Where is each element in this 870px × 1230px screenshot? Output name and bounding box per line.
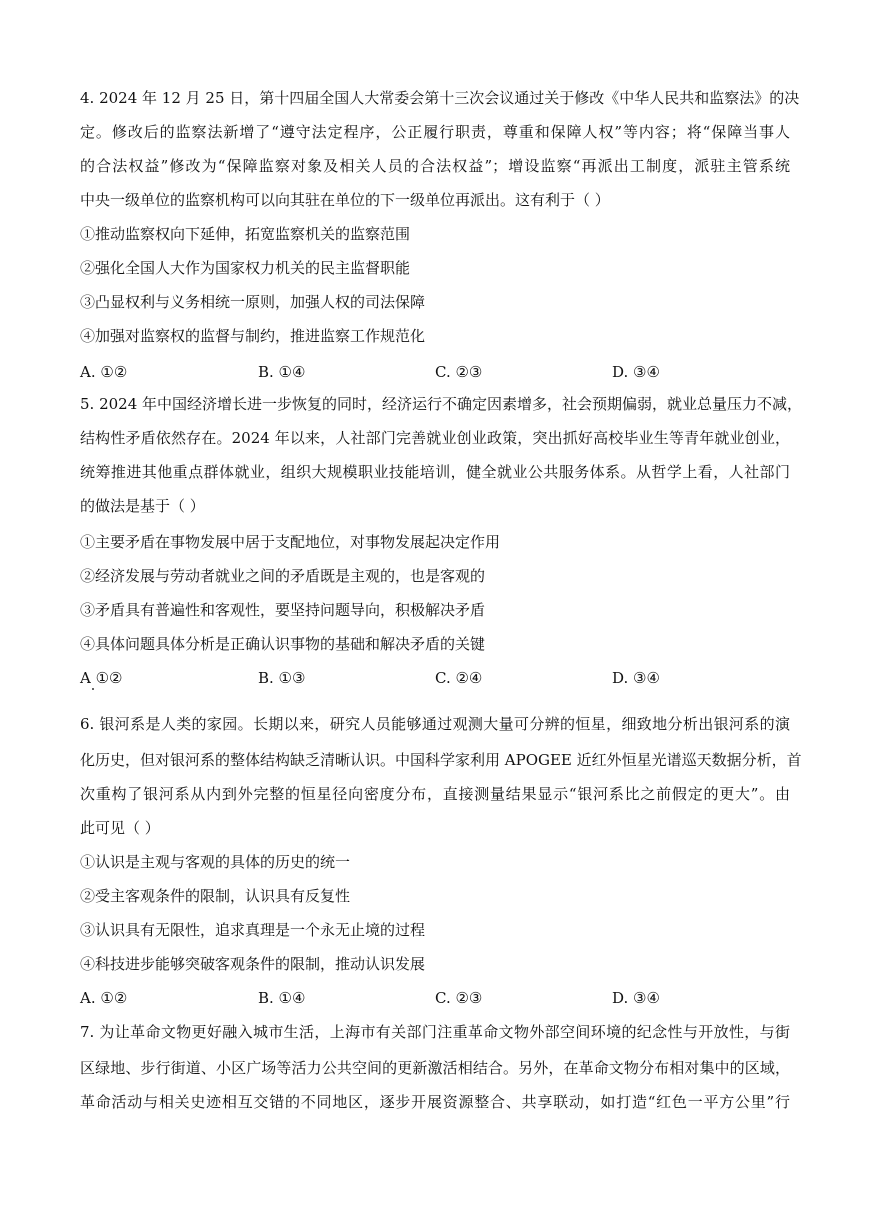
question-6-stem-line: 化历史，但对银河系的整体结构缺乏清晰认识。中国科学家利用 APOGEE 近红外恒星光谱巡天数据分析，首	[80, 751, 802, 769]
option-a: A ①②	[80, 669, 123, 687]
question-5-stem-line: 结构性矛盾依然存在。2024 年以来，人社部门完善就业创业政策，突出抓好高校毕业生等青年就业创业，	[80, 429, 790, 447]
option-b: B. ①④	[258, 363, 306, 381]
question-6-stem-line: 6. 银河系是人类的家园。长期以来，研究人员能够通过观测大量可分辨的恒星，细致地分析出银河系的演	[80, 715, 790, 733]
question-4-item: ①推动监察权向下延伸，拓宽监察机关的监察范围	[80, 225, 411, 243]
question-5-item: ②经济发展与劳动者就业之间的矛盾既是主观的，也是客观的	[80, 567, 486, 585]
question-4-item: ②强化全国人大作为国家权力机关的民主监督职能	[80, 259, 411, 277]
question-6-item: ②受主客观条件的限制，认识具有反复性	[80, 887, 351, 905]
question-5-item: ①主要矛盾在事物发展中居于支配地位，对事物发展起决定作用	[80, 533, 501, 551]
question-4-stem-line: 中央一级单位的监察机构可以向其驻在单位的下一级单位再派出。这有利于（ ）	[80, 191, 610, 209]
question-5-stem-line: 统筹推进其他重点群体就业，组织大规模职业技能培训，健全就业公共服务体系。从哲学上看，人社部门	[80, 463, 790, 481]
question-5-item: ④具体问题具体分析是正确认识事物的基础和解决矛盾的关键	[80, 635, 486, 653]
option-d: D. ③④	[612, 363, 660, 381]
question-6-item: ④科技进步能够突破客观条件的限制，推动认识发展	[80, 955, 426, 973]
option-d: D. ③④	[612, 989, 660, 1007]
question-6-stem-line: 此可见（ ）	[80, 819, 160, 837]
question-6-stem-line: 次重构了银河系从内到外完整的恒星径向密度分布，直接测量结果显示“银河系比之前假定的更大”。由	[80, 785, 790, 803]
option-b: B. ①③	[258, 669, 306, 687]
option-a: A. ①②	[80, 363, 128, 381]
question-4-item: ④加强对监察权的监督与制约，推进监察工作规范化	[80, 327, 426, 345]
question-4-item: ③凸显权利与义务相统一原则，加强人权的司法保障	[80, 293, 426, 311]
question-6-options	[80, 988, 790, 1008]
option-d: D. ③④	[612, 669, 660, 687]
question-4-options	[80, 362, 790, 382]
question-4-stem-line: 的合法权益”修改为“保障监察对象及相关人员的合法权益”；增设监察“再派出工制度，派驻主管系统	[80, 157, 790, 175]
question-7-stem-line: 区绿地、步行街道、小区广场等活力公共空间的更新激活相结合。另外，在革命文物分布相对集中的区域，	[80, 1059, 790, 1077]
option-c: C. ②③	[435, 363, 483, 381]
stray-mark	[92, 688, 94, 690]
option-b: B. ①④	[258, 989, 306, 1007]
question-6-item: ①认识是主观与客观的具体的历史的统一	[80, 853, 351, 871]
question-5-options	[80, 668, 790, 688]
question-6-item: ③认识具有无限性，追求真理是一个永无止境的过程	[80, 921, 426, 939]
option-c: C. ②③	[435, 989, 483, 1007]
question-5-stem-line: 的做法是基于（ ）	[80, 497, 205, 515]
question-7-stem-line: 7. 为让革命文物更好融入城市生活，上海市有关部门注重革命文物外部空间环境的纪念性与开放性，与街	[80, 1023, 790, 1041]
option-a: A. ①②	[80, 989, 128, 1007]
question-4-stem-line: 定。修改后的监察法新增了“遵守法定程序，公正履行职责，尊重和保障人权”等内容；将“保障当事人	[80, 123, 790, 141]
question-7-stem-line: 革命活动与相关史迹相互交错的不同地区，逐步开展资源整合、共享联动，如打造“红色一平方公里”行	[80, 1093, 790, 1111]
option-c: C. ②④	[435, 669, 483, 687]
question-5-item: ③矛盾具有普遍性和客观性，要坚持问题导向，积极解决矛盾	[80, 601, 486, 619]
question-5-stem-line: 5. 2024 年中国经济增长进一步恢复的同时，经济运行不确定因素增多，社会预期偏弱，就业总量压力不减，	[80, 395, 803, 413]
question-4-stem-line: 4. 2024 年 12 月 25 日，第十四届全国人大常委会第十三次会议通过关于修改《中华人民共和监察法》的决	[80, 89, 800, 107]
